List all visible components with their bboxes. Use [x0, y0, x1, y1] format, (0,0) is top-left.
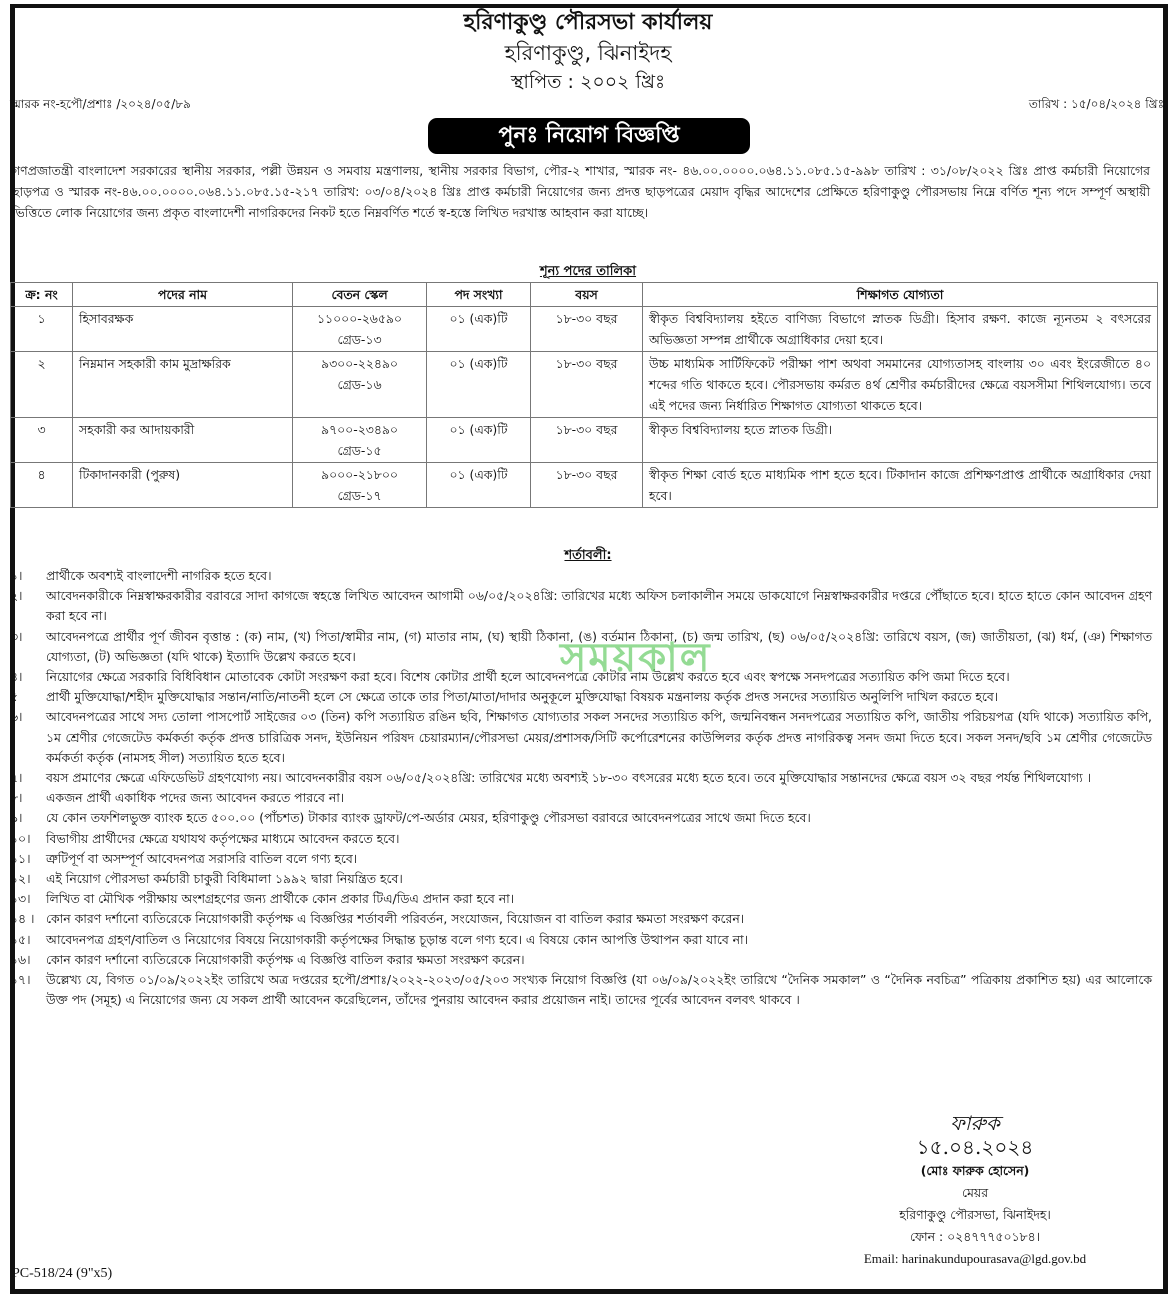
term-text: আবেদনপত্রে প্রার্থীর পূর্ণ জীবন বৃত্তান্ত : (ক) নাম, (খ) পিতা/স্বামীর নাম, (গ) মাতার নাম, (ঘ) স্থায়ী ঠিকানা, (ঙ) বর্তমান ঠিকানা, (চ) জন্ম তারিখ, (ছ) ০৬/০৫/২০২৪খ্রি: তারিখে বয়স, (জ) জাতীয়তা, (ঝ) ধর্ম, (ঞ) শিক্ষাগত যোগ্যতা, (ট) অভিজ্ঞতা (যদি থাকে) ইত্যাদি উল্লেখ করতে হবে।: [46, 628, 1152, 664]
cell-scale: [293, 352, 427, 418]
cell-count: ০১ (এক)টি: [427, 352, 531, 418]
term-number: ৯।: [10, 810, 23, 826]
term-item: [10, 808, 1152, 828]
signatory-office: হরিণাকুণ্ডু পৌরসভা, ঝিনাইদহ।: [899, 1207, 1051, 1222]
grade-value: গ্রেড-১৫: [337, 443, 382, 458]
col-post-name: পদের নাম: [73, 283, 293, 307]
terms-list: [10, 566, 1152, 1010]
table-row: [11, 307, 1158, 352]
term-text: আবেদনকারীকে নিম্নস্বাক্ষরকারীর বরাবরে সাদা কাগজে স্বহস্তে লিখিত আবেদন আগামী ০৬/০৫/২০২৪খ্রি: তারিখের মধ্যে অফিস চলাকালীন সময়ে ডাকযোগে নিম্নস্বাক্ষরকারীর দপ্তরে পৌঁছাতে হবে। হাতে হাতে কোন আবেদন গ্রহণ করা হবে না।: [46, 588, 1152, 624]
term-text: আবেদনপত্র গ্রহণ/বাতিল ও নিয়োগের বিষয়ে নিয়োগকারী কর্তৃপক্ষের সিদ্ধান্ত চূড়ান্ত বলে গণ্য হবে। এ বিষয়ে কোন আপত্তি উত্থাপন করা যাবে না।: [46, 931, 749, 947]
signature-date: ১৫.০৪.২০২৪: [916, 1135, 1034, 1159]
cell-count: ০১ (এক)টি: [427, 418, 531, 463]
cell-qualification: স্বীকৃত বিশ্ববিদ্যালয় হইতে বাণিজ্য বিভাগে স্নাতক ডিগ্রী। হিসাব রক্ষণ. কাজে ন্যূনতম ২ বৎসরের অভিজ্ঞতা সম্পন্ন প্রার্থীকে অগ্রাধিকার দেয়া হবে।: [643, 307, 1158, 352]
vacancy-table-caption: শূন্য পদের তালিকা: [539, 264, 637, 279]
grade-value: গ্রেড-১৩: [337, 332, 382, 347]
scale-value: ৯৭০০-২৩৪৯০: [321, 422, 398, 437]
term-item: [10, 829, 1152, 849]
cell-age: ১৮-৩০ বছর: [531, 463, 643, 508]
cell-serial: ২: [11, 352, 73, 418]
notice-date: তারিখ : ১৫/০৪/২০২৪ খ্রিঃ: [1028, 97, 1164, 111]
term-item: [10, 687, 1152, 707]
signature-block: [820, 1112, 1130, 1270]
term-number: ৭।: [10, 770, 23, 786]
established-year: স্থাপিত : ২০০২ খ্রিঃ: [510, 71, 666, 93]
signature: ফারুক: [950, 1111, 1000, 1135]
intro-paragraph: গণপ্রজাতন্ত্রী বাংলাদেশ সরকারের স্থানীয় সরকার, পল্লী উন্নয়ন ও সমবায় মন্ত্রণালয়, স্থানীয় সরকার বিভাগ, পৌর-২ শাখার, স্মারক নং- ৪৬.০০.০০০০.০৬৪.১১.০৮৫.১৫-৯৯৮ তারিখ : ৩১/০৮/২০২২ খ্রিঃ প্রাপ্ত কর্মচারী নিয়োগের ছাড়পত্র ও স্মারক নং-৪৬.০০.০০০০.০৬৪.১১.০৮৫.১৫-২১৭ তারিখ: ০৩/০৪/২০২৪ খ্রিঃ প্রাপ্ত কর্মচারী নিয়োগের জন্য প্রদত্ত ছাড়পত্রের মেয়াদ বৃদ্ধির আদেশের প্রেক্ষিতে হরিণাকুণ্ডু পৌরসভায় নিম্নে বর্ণিত শূন্য পদে সম্পূর্ণ অস্থায়ী ভিত্তিতে লোক নিয়োগের জন্য প্রকৃত বাংলাদেশী নাগরিকদের নিকট হতে নিম্নবর্ণিত শর্তে স্ব-হস্তে লিখিত দরখাস্ত আহবান করা যাচ্ছে।: [12, 163, 1150, 220]
cell-serial: ৩: [11, 418, 73, 463]
term-text: নিয়োগের ক্ষেত্রে সরকারি বিধিবিধান মোতাবেক কোটা সংরক্ষণ করা হবে। বিশেষ কোটার প্রার্থী হলে আবেদনপত্রে কোটার নাম উল্লেখ করতে হবে এবং স্বপক্ষে সনদপত্রের সত্যায়িত কপি জমা দিতে হবে।: [46, 669, 1010, 685]
print-code: PC-518/24 (9"x5): [12, 1266, 113, 1281]
term-item: [10, 930, 1152, 950]
term-text: লিখিত বা মৌখিক পরীক্ষায় অংশগ্রহণের জন্য প্রার্থীকে কোন প্রকার টিএ/ডিএ প্রদান করা হবে না।: [46, 891, 515, 907]
term-item: [10, 768, 1152, 788]
cell-serial: ১: [11, 307, 73, 352]
term-number: ৪।: [10, 669, 23, 685]
cell-scale: [293, 418, 427, 463]
term-number: ১৭।: [10, 972, 31, 988]
cell-age: ১৮-৩০ বছর: [531, 418, 643, 463]
watermark-logo: সময়কাল: [560, 635, 712, 681]
signatory-phone: ফোন : ০২৪৭৭৭৫০১৮৪।: [909, 1229, 1041, 1244]
office-name: হরিণাকুণ্ডু পৌরসভা কার্যালয়: [463, 10, 713, 35]
term-text: এই নিয়োগ পৌরসভা কর্মচারী চাকুরী বিধিমালা ১৯৯২ দ্বারা নিয়ন্ত্রিত হবে।: [46, 871, 403, 887]
cell-age: ১৮-৩০ বছর: [531, 307, 643, 352]
term-number: ১৫।: [10, 931, 31, 947]
scale-value: ৯৩০০-২২৪৯০: [321, 356, 398, 371]
notice-title: পুনঃ নিয়োগ বিজ্ঞপ্তি: [428, 118, 750, 154]
term-text: যে কোন তফশিলভুক্ত ব্যাংক হতে ৫০০.০০ (পাঁচশত) টাকার ব্যাংক ড্রাফট/পে-অর্ডার মেয়র, হরিণাকুণ্ডু পৌরসভা বরাবরে আবেদনপত্রের সাথে জমা দিতে হবে।: [46, 810, 811, 826]
term-number: ২।: [10, 588, 23, 604]
cell-scale: [293, 307, 427, 352]
term-text: উল্লেখ্য যে, বিগত ০১/০৯/২০২২ইং তারিখে অত্র দপ্তরের হপৌ/প্রশাঃ/২০২২-২০২৩/০৫/২০৩ সংখ্যক নিয়োগ বিজ্ঞপ্তি (যা ০৬/০৯/২০২২ইং তারিখে “দৈনিক সমকাল” ও “দৈনিক নবচিত্র” পত্রিকায় প্রকাশিত হয়) এর আলোকে উক্ত পদ (সমূহ) এ নিয়োগের জন্য যে সকল প্রার্থী আবেদন করেছিলেন, তাঁদের পুনরায় আবেদন করার প্রয়োজন নাই। তাদের পূর্বের আবেদন বলবৎ থাকবে ।: [46, 972, 1152, 1008]
term-text: বিভাগীয় প্রার্থীদের ক্ষেত্রে যথাযথ কর্তৃপক্ষের মাধ্যমে আবেদন করতে হবে।: [46, 830, 400, 846]
term-number: ১১।: [10, 850, 31, 866]
cell-qualification: উচ্চ মাধ্যমিক সার্টিফিকেট পরীক্ষা পাশ অথবা সমমানের যোগ্যতাসহ বাংলায় ৩০ এবং ইংরেজীতে ৪০ শব্দের গতি থাকতে হবে। পৌরসভায় কর্মরত ৪র্থ শ্রেণীর কর্মচারীদের ক্ষেত্রে বয়সসীমা শিথিলযোগ্য। তবে এই পদের জন্য নির্ধারিত শিক্ষাগত যোগ্যতা থাকতে হবে।: [643, 352, 1158, 418]
term-text: বয়স প্রমাণের ক্ষেত্রে এফিডেভিট গ্রহণযোগ্য নয়। আবেদনকারীর বয়স ০৬/০৫/২০২৪খ্রি: তারিখের মধ্যে অবশ্যই ১৮-৩০ বৎসরের মধ্যে হতে হবে। তবে মুক্তিযোদ্ধার সন্তানদের ক্ষেত্রে বয়স ৩২ বছর পর্যন্ত শিথিলযোগ্য ।: [46, 770, 1092, 786]
col-pay-scale: বেতন স্কেল: [293, 283, 427, 307]
term-number: ৩।: [10, 628, 23, 644]
cell-post: টিকাদানকারী (পুরুষ): [73, 463, 293, 508]
term-number: ৫: [10, 689, 19, 705]
term-item: [10, 909, 1152, 929]
term-item: [10, 566, 1152, 586]
term-item: [10, 707, 1152, 768]
cell-serial: ৪: [11, 463, 73, 508]
table-row: [11, 463, 1158, 508]
scale-value: ১১০০০-২৬৫৯০: [317, 311, 402, 326]
term-text: কোন কারণ দর্শানো ব্যতিরেকে নিয়োগকারী কর্তৃপক্ষ এ বিজ্ঞপ্তির শর্তাবলী পরিবর্তন, সংযোজন, বিয়োজন বা বাতিল করার ক্ষমতা সংরক্ষণ করেন।: [46, 911, 745, 927]
term-text: প্রার্থীকে অবশ্যই বাংলাদেশী নাগরিক হতে হবে।: [46, 568, 272, 583]
term-text: আবেদনপত্রের সাথে সদ্য তোলা পাসপোর্ট সাইজের ০৩ (তিন) কপি সত্যায়িত রঙিন ছবি, শিক্ষাগত যোগ্যতার সকল সনদের সত্যায়িত কপি, জন্মনিবন্ধন সনদপত্রের সত্যায়িত কপি, জাতীয় পরিচয়পত্র (যদি থাকে) সত্যায়িত কপি, ১ম শ্রেণীর গেজেটেড কর্মকর্তা কর্তৃক প্রদত্ত চারিত্রিক সনদ, ইউনিয়ন পরিষদ চেয়ারম্যান/পৌরসভা মেয়র/প্রশাসক/সিটি কর্পোরেশনের কাউন্সিলর কর্তৃক প্রদত্ত নাগরিকত্ব সনদ জমা দিতে হবে। সকল সনদ/ছবি ১ম শ্রেণীর গেজেটেড কর্মকর্তা কর্তৃক (নামসহ সীল) সত্যায়িত হতে হবে।: [46, 709, 1152, 765]
term-number: ১।: [10, 568, 23, 583]
cell-post: সহকারী কর আদায়কারী: [73, 418, 293, 463]
memo-number: স্মারক নং-হপৌ/প্রশাঃ /২০২৪/০৫/৮৯: [10, 97, 191, 111]
office-location: হরিণাকুণ্ডু, ঝিনাইদহ: [504, 41, 672, 65]
col-qualification: শিক্ষাগত যোগ্যতা: [643, 283, 1158, 307]
term-text: কোন কারণ দর্শানো ব্যতিরেকে নিয়োগকারী কর্তৃপক্ষ এ বিজ্ঞপ্তি বাতিল করার ক্ষমতা সংরক্ষণ করেন।: [46, 951, 525, 967]
cell-scale: [293, 463, 427, 508]
term-number: ১৪ ।: [10, 911, 35, 927]
vacancy-table: [10, 282, 1158, 508]
term-item: [10, 627, 1152, 667]
term-number: ১০।: [10, 830, 31, 846]
cell-count: ০১ (এক)টি: [427, 307, 531, 352]
term-item: [10, 950, 1152, 970]
table-row: [11, 418, 1158, 463]
term-item: [10, 970, 1152, 1010]
terms-title: শর্তাবলী:: [564, 548, 612, 563]
col-post-count: পদ সংখ্যা: [427, 283, 531, 307]
term-item: [10, 849, 1152, 869]
term-item: [10, 869, 1152, 889]
grade-value: গ্রেড-১৭: [337, 488, 382, 503]
col-serial: ক্র: নং: [11, 283, 73, 307]
term-text: ত্রুটিপূর্ণ বা অসম্পূর্ণ আবেদনপত্র সরাসরি বাতিল বলে গণ্য হবে।: [46, 850, 358, 866]
letterhead: [0, 8, 1176, 96]
cell-count: ০১ (এক)টি: [427, 463, 531, 508]
grade-value: গ্রেড-১৬: [337, 377, 382, 392]
term-text: প্রার্থী মুক্তিযোদ্ধা/শহীদ মুক্তিযোদ্ধার সন্তান/নাতি/নাতনী হলে সে ক্ষেত্রে তাকে তার পিতা/মাতা/দাদার অনুকূলে মুক্তিযোদ্ধা বিষয়ক মন্ত্রনালয় কর্তৃক প্রদত্ত সনদের সত্যায়িত অনুলিপি দাখিল করতে হবে।: [46, 689, 999, 705]
term-text: একজন প্রার্থী একাধিক পদের জন্য আবেদন করতে পারবে না।: [46, 790, 345, 806]
cell-qualification: স্বীকৃত শিক্ষা বোর্ড হতে মাধ্যমিক পাশ হতে হবে। টিকাদান কাজে প্রশিক্ষণপ্রাপ্ত প্রার্থীকে অগ্রাধিকার দেয়া হবে।: [643, 463, 1158, 508]
table-header-row: [11, 283, 1158, 307]
col-age: বয়স: [531, 283, 643, 307]
term-number: ৮।: [10, 790, 23, 806]
cell-age: ১৮-৩০ বছর: [531, 352, 643, 418]
term-number: ১৩।: [10, 891, 31, 907]
term-item: [10, 667, 1152, 687]
term-number: ৬।: [10, 709, 23, 725]
term-item: [10, 788, 1152, 808]
scale-value: ৯০০০-২১৮০০: [321, 467, 398, 482]
term-item: [10, 889, 1152, 909]
table-row: [11, 352, 1158, 418]
term-item: [10, 586, 1152, 626]
term-number: ১৬।: [10, 951, 31, 967]
cell-post: নিম্নমান সহকারী কাম মুদ্রাক্ষরিক: [73, 352, 293, 418]
signatory-designation: মেয়র: [961, 1185, 989, 1200]
signatory-email[interactable]: Email: harinakundupourasava@lgd.gov.bd: [863, 1251, 1087, 1266]
term-number: ১২।: [10, 871, 31, 887]
cell-qualification: স্বীকৃত বিশ্ববিদ্যালয় হতে স্নাতক ডিগ্রী।: [643, 418, 1158, 463]
cell-post: হিসাবরক্ষক: [73, 307, 293, 352]
signatory-name: (মোঃ ফারুক হোসেন): [920, 1163, 1030, 1178]
